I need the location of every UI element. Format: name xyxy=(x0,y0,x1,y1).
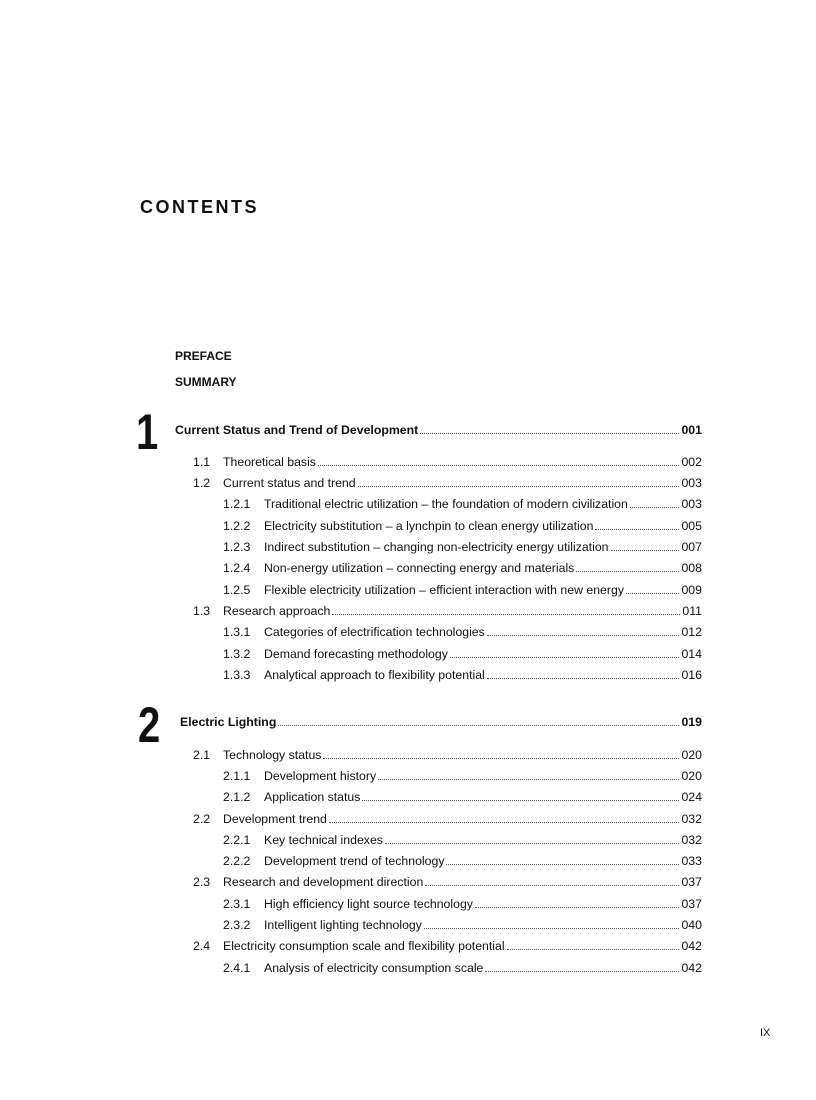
leader-dots xyxy=(425,885,679,886)
toc-entry[interactable] xyxy=(193,747,702,763)
leader-dots xyxy=(323,758,679,759)
entry-number: 1.1 xyxy=(193,455,211,469)
entry-page: 007 xyxy=(681,540,702,554)
entry-title: Electricity consumption scale and flexibility potential xyxy=(223,939,505,953)
toc-entry[interactable] xyxy=(223,789,702,805)
entry-title: Current Status and Trend of Development xyxy=(175,423,419,437)
entry-title: Research and development direction xyxy=(223,875,424,889)
entry-page: 014 xyxy=(681,647,702,661)
leader-dots xyxy=(611,550,680,551)
entry-number: 2.2.1 xyxy=(223,833,251,847)
toc-entry[interactable] xyxy=(193,454,702,470)
entry-page: 009 xyxy=(681,583,702,597)
toc-preface[interactable]: PREFACE xyxy=(175,349,232,363)
leader-dots xyxy=(450,657,680,658)
entry-page: 037 xyxy=(681,897,702,911)
entry-title: Non-energy utilization – connecting energy and materials xyxy=(264,561,575,575)
chapter-number: 1 xyxy=(136,404,159,460)
leader-dots xyxy=(332,614,680,615)
entry-page: 024 xyxy=(681,790,702,804)
toc-entry[interactable] xyxy=(223,768,702,784)
toc-entry[interactable] xyxy=(223,960,702,976)
entry-title: Research approach xyxy=(223,604,331,618)
entry-title: Development trend of technology xyxy=(264,854,445,868)
entry-page: 003 xyxy=(681,476,702,490)
entry-page: 005 xyxy=(681,519,702,533)
entry-title: High efficiency light source technology xyxy=(264,897,473,911)
entry-number: 2.1.2 xyxy=(223,790,251,804)
entry-page: 042 xyxy=(681,961,702,975)
leader-dots xyxy=(358,486,680,487)
entry-title: Development trend xyxy=(223,812,327,826)
entry-page: 003 xyxy=(681,497,702,511)
page-number: IX xyxy=(760,1027,771,1039)
leader-dots xyxy=(626,593,679,594)
entry-title: Indirect substitution – changing non-electricity energy utilization xyxy=(264,540,609,554)
leader-dots xyxy=(362,800,679,801)
leader-dots xyxy=(576,571,679,572)
toc-chapter-entry[interactable] xyxy=(180,714,702,730)
entry-number: 1.2.1 xyxy=(223,497,251,511)
entry-title: Electricity substitution – a lynchpin to clean energy utilization xyxy=(264,519,594,533)
entry-page: 033 xyxy=(681,854,702,868)
toc-entry[interactable] xyxy=(193,603,702,619)
entry-number: 1.2.3 xyxy=(223,540,251,554)
entry-title: Application status xyxy=(264,790,361,804)
toc-entry[interactable] xyxy=(223,896,702,912)
toc-entry[interactable] xyxy=(223,853,702,869)
entry-page: 008 xyxy=(681,561,702,575)
entry-number: 1.2.5 xyxy=(223,583,251,597)
toc-entry[interactable] xyxy=(193,874,702,890)
entry-number: 1.3.1 xyxy=(223,625,251,639)
entry-number: 2.3 xyxy=(193,875,211,889)
entry-title: Theoretical basis xyxy=(223,455,316,469)
leader-dots xyxy=(318,465,680,466)
entry-page: 002 xyxy=(681,455,702,469)
entry-title: Traditional electric utilization – the foundation of modern civilization xyxy=(264,497,628,511)
entry-page: 042 xyxy=(681,939,702,953)
entry-page: 020 xyxy=(681,769,702,783)
entry-title: Analysis of electricity consumption scale xyxy=(264,961,484,975)
entry-number: 2.4.1 xyxy=(223,961,251,975)
entry-page: 032 xyxy=(681,833,702,847)
entry-number: 1.2 xyxy=(193,476,211,490)
leader-dots xyxy=(385,843,680,844)
leader-dots xyxy=(485,971,679,972)
entry-page: 020 xyxy=(681,748,702,762)
toc-entry[interactable] xyxy=(193,811,702,827)
contents-heading: CONTENTS xyxy=(140,197,259,217)
entry-number: 1.3.2 xyxy=(223,647,251,661)
entry-number: 2.4 xyxy=(193,939,211,953)
toc-entry[interactable] xyxy=(193,938,702,954)
entry-title: Demand forecasting methodology xyxy=(264,647,448,661)
entry-number: 2.1.1 xyxy=(223,769,251,783)
leader-dots xyxy=(420,433,679,434)
entry-number: 1.2.2 xyxy=(223,519,251,533)
toc-entry[interactable] xyxy=(223,624,702,640)
leader-dots xyxy=(630,507,680,508)
toc-chapter-entry[interactable] xyxy=(175,422,702,438)
entry-page: 011 xyxy=(682,604,702,618)
leader-dots xyxy=(329,822,680,823)
entry-number: 2.3.2 xyxy=(223,918,251,932)
toc-entry[interactable] xyxy=(223,917,702,933)
entry-number: 1.3 xyxy=(193,604,211,618)
entry-number: 1.2.4 xyxy=(223,561,251,575)
toc-entry[interactable] xyxy=(223,646,702,662)
entry-page: 037 xyxy=(681,875,702,889)
toc-entry[interactable] xyxy=(223,832,702,848)
entry-title: Analytical approach to flexibility potential xyxy=(264,668,485,682)
entry-title: Key technical indexes xyxy=(264,833,383,847)
entry-title: Development history xyxy=(264,769,377,783)
leader-dots xyxy=(487,635,680,636)
leader-dots xyxy=(507,949,680,950)
entry-title: Flexible electricity utilization – efficient interaction with new energy xyxy=(264,583,624,597)
chapter-number: 2 xyxy=(138,697,161,753)
leader-dots xyxy=(475,907,680,908)
toc-entry[interactable] xyxy=(223,560,702,576)
entry-title: Intelligent lighting technology xyxy=(264,918,422,932)
toc-entry[interactable] xyxy=(223,518,702,534)
leader-dots xyxy=(278,725,679,726)
entry-title: Electric Lighting xyxy=(180,715,277,729)
entry-number: 1.3.3 xyxy=(223,668,251,682)
entry-page: 016 xyxy=(681,668,702,682)
toc-entry[interactable] xyxy=(193,475,702,491)
toc-summary[interactable]: SUMMARY xyxy=(175,375,237,389)
entry-title: Categories of electrification technologies xyxy=(264,625,485,639)
entry-number: 2.1 xyxy=(193,748,211,762)
leader-dots xyxy=(446,864,679,865)
toc-entry[interactable] xyxy=(223,582,702,598)
entry-title: Technology status xyxy=(223,748,322,762)
toc-entry[interactable] xyxy=(223,667,702,683)
toc-entry[interactable] xyxy=(223,496,702,512)
entry-title: Current status and trend xyxy=(223,476,356,490)
leader-dots xyxy=(595,529,679,530)
entry-page: 019 xyxy=(681,715,702,729)
entry-number: 2.2.2 xyxy=(223,854,251,868)
entry-page: 040 xyxy=(681,918,702,932)
leader-dots xyxy=(487,678,680,679)
toc-entry[interactable] xyxy=(223,539,702,555)
leader-dots xyxy=(424,928,680,929)
entry-page: 032 xyxy=(681,812,702,826)
entry-page: 012 xyxy=(681,625,702,639)
leader-dots xyxy=(378,779,679,780)
entry-number: 2.2 xyxy=(193,812,211,826)
entry-number: 2.3.1 xyxy=(223,897,251,911)
entry-page: 001 xyxy=(681,423,702,437)
